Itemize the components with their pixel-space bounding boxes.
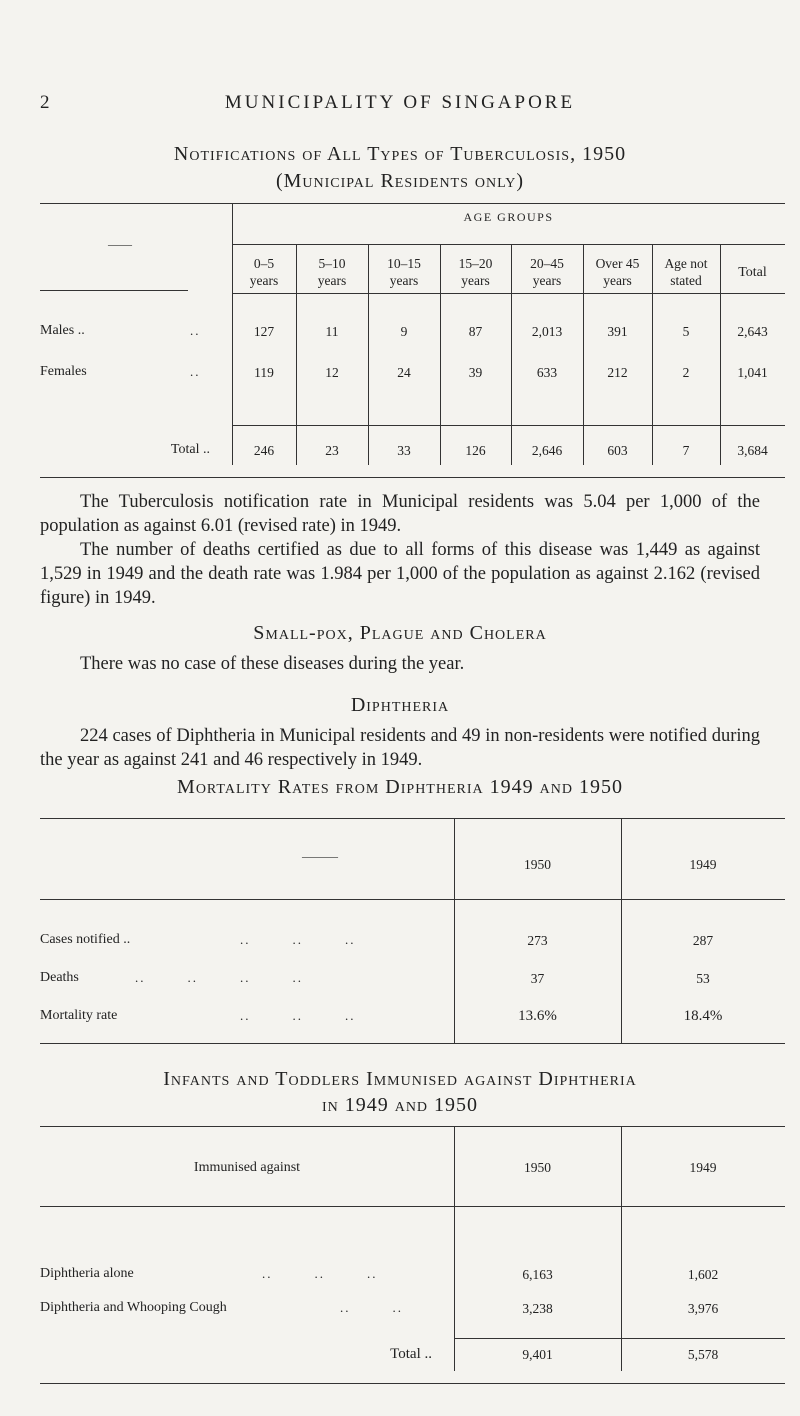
- table-cell: 2,646: [531, 443, 563, 458]
- table-cell: 12: [325, 365, 339, 380]
- table-rule: [40, 818, 785, 819]
- leader-dots: .. .. ..: [262, 1266, 378, 1281]
- table-cell: 39: [468, 365, 483, 380]
- immunised-table-title: Infants and Toddlers Immunised against Diphtheria: [163, 1068, 637, 1090]
- table-rule: [40, 1043, 785, 1044]
- table-cell: 37: [530, 971, 545, 986]
- row-label: Males ..: [40, 323, 85, 338]
- table-cell: 2,643: [737, 324, 768, 339]
- leader-dots: .. .. .. ..: [135, 970, 303, 985]
- table-cell: 119: [254, 365, 274, 380]
- table-cell: 11: [325, 324, 339, 339]
- row-label: Total ..: [170, 442, 210, 457]
- table-rule: [40, 1383, 785, 1384]
- table-cell: 3,238: [522, 1301, 553, 1316]
- table-cell: 1,602: [687, 1267, 719, 1282]
- table-cell: 127: [253, 324, 275, 339]
- table-rule: [40, 477, 785, 478]
- column-header-line1: 15–20: [458, 256, 493, 271]
- table-cell: 603: [607, 443, 628, 458]
- paragraph-tb-deaths: The number of deaths certified as due to all forms of this disease was 1,449 as against 1,529 in 1949 and the death rate was 1.984 per 1,000 of the population as against 2.162 (revised figure) in 1949.: [40, 540, 760, 608]
- table-rule: [232, 244, 785, 245]
- row-label: Diphtheria alone: [40, 1266, 134, 1281]
- leader-dots: .. .. ..: [240, 932, 356, 947]
- column-header-total: Total: [738, 265, 767, 280]
- table-cell: 33: [397, 443, 411, 458]
- column-header-immunised-against: Immunised against: [193, 1160, 301, 1175]
- table-cell: 23: [325, 443, 339, 458]
- column-header-line1: Age not: [664, 256, 708, 271]
- paragraph-smallpox: There was no case of these diseases during the year.: [80, 654, 465, 674]
- row-label: Cases notified ..: [40, 932, 131, 947]
- table-cell: 2: [682, 365, 690, 380]
- table-rule: [454, 1338, 785, 1339]
- table-cell: 7: [682, 443, 690, 458]
- table-cell: 5: [682, 324, 690, 339]
- table-cell: 18.4%: [683, 1008, 723, 1024]
- table-rule: [232, 293, 785, 294]
- table-cell: 287: [692, 933, 714, 948]
- column-header-line2: years: [461, 273, 490, 288]
- table-cell: 9,401: [522, 1347, 553, 1362]
- row-label: Mortality rate: [40, 1008, 118, 1023]
- immunised-table-subtitle: in 1949 and 1950: [321, 1094, 479, 1116]
- leader-dots: ..: [190, 364, 201, 379]
- corner-mark: ——: [108, 237, 132, 251]
- table-rule: [40, 203, 785, 204]
- corner-mark: ———: [302, 849, 338, 863]
- table-cell: 246: [253, 443, 275, 458]
- table-cell: 24: [397, 365, 411, 380]
- table-cell: 273: [527, 933, 548, 948]
- table-cell: 13.6%: [518, 1008, 557, 1024]
- tb-table-subtitle: (Municipal Residents only): [275, 170, 525, 192]
- table-rule: [40, 899, 785, 900]
- column-header-line2: years: [249, 273, 279, 288]
- table-cell: 6,163: [522, 1267, 553, 1282]
- table-rule: [40, 1206, 785, 1207]
- table-cell: 3,976: [687, 1301, 719, 1316]
- mortality-table-title: Mortality Rates from Diphtheria 1949 and 1950: [177, 776, 623, 798]
- column-header-1950: 1950: [524, 1160, 551, 1175]
- row-label: Diphtheria and Whooping Cough: [40, 1300, 227, 1315]
- table-cell: 633: [536, 365, 558, 380]
- column-header-1949: 1949: [689, 857, 717, 872]
- table-cell: 391: [607, 324, 628, 339]
- row-label: Females: [40, 364, 87, 379]
- column-header-line2: stated: [670, 273, 702, 288]
- section-heading-diphtheria: Diphtheria: [350, 694, 450, 716]
- leader-dots: ..: [190, 323, 201, 338]
- column-header-line1: 20–45: [530, 256, 564, 271]
- column-header-line2: years: [603, 273, 632, 288]
- table-cell: 5,578: [687, 1347, 719, 1362]
- running-title: MUNICIPALITY OF SINGAPORE: [224, 92, 576, 113]
- table-cell: 53: [696, 971, 710, 986]
- table-cell: 126: [465, 443, 486, 458]
- table-rule: [232, 425, 785, 426]
- table-rule: [40, 1126, 785, 1127]
- table-cell: 9: [400, 324, 408, 339]
- section-heading-smallpox: Small-pox, Plague and Cholera: [253, 622, 547, 644]
- table-cell: 212: [607, 365, 628, 380]
- leader-dots: .. ..: [340, 1300, 403, 1315]
- tb-table-title: Notifications of All Types of Tuberculosis, 1950: [173, 143, 627, 165]
- column-header-line1: Over 45: [595, 256, 640, 271]
- row-label: Deaths: [40, 970, 79, 985]
- column-header-1950: 1950: [524, 857, 551, 872]
- table-cell: 3,684: [737, 443, 768, 458]
- column-header-line2: years: [532, 273, 562, 288]
- table-cell: 2,013: [531, 324, 563, 339]
- age-groups-header: AGE GROUPS: [463, 210, 554, 224]
- column-header-1949: 1949: [689, 1160, 717, 1175]
- page-number: 2: [40, 92, 50, 113]
- paragraph-tb-rate: The Tuberculosis notification rate in Municipal residents was 5.04 per 1,000 of the population as against 6.01 (revised rate) in 1949.: [40, 492, 760, 536]
- column-header-line1: 10–15: [387, 256, 421, 271]
- table-cell: 87: [468, 324, 483, 339]
- leader-dots: .. .. ..: [240, 1008, 356, 1023]
- paragraph-diphtheria: 224 cases of Diphtheria in Municipal residents and 49 in non-residents were notified during the year as against 241 and 46 respectively in 1949.: [40, 726, 760, 770]
- column-header-line2: years: [317, 273, 347, 288]
- column-header-line1: 0–5: [253, 256, 275, 271]
- table-rule: [40, 290, 188, 291]
- table-cell: 1,041: [737, 365, 768, 380]
- row-label: Total ..: [390, 1346, 432, 1362]
- column-header-line1: 5–10: [318, 256, 346, 271]
- column-header-line2: years: [389, 273, 419, 288]
